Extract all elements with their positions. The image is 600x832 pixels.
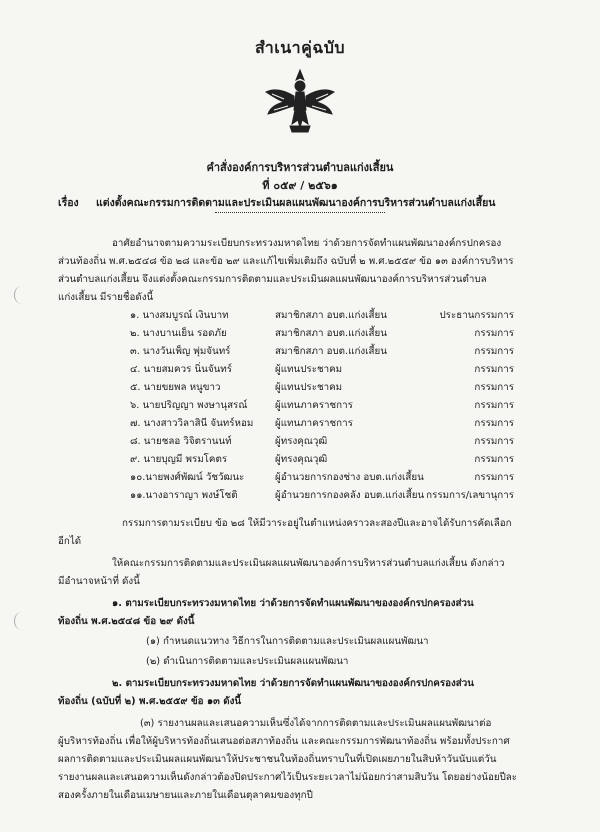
intro-line: อาศัยอำนาจตามความระเบียบกระทรวงมหาดไทย ว่าด้วยการจัดทำแผนพัฒนาองค์กรปกครอง <box>112 238 502 249</box>
member-role: กรรมการ <box>474 382 514 393</box>
intro-line: แก่งเสี้ยน มีรายชื่อดังนี้ <box>58 292 154 303</box>
member-role: กรรมการ <box>474 418 514 429</box>
member-row <box>0 380 600 394</box>
member-row <box>0 308 600 322</box>
member-name: ๖. นายปริญญา พงษานุสรณ์ <box>130 400 248 411</box>
member-role: กรรมการ <box>474 472 514 483</box>
section1-item: (๑) กำหนดแนวทาง วิธีการในการติดตามและประเมินผลแผนพัฒนา <box>146 636 429 647</box>
member-name: ๑๐.นายพงศ์พัฒน์ วัชวัฒนะ <box>130 472 245 483</box>
member-role: กรรมการ <box>474 400 514 411</box>
section1-item: (๒) ดำเนินการติดตามและประเมินผลแผนพัฒนา <box>146 656 349 667</box>
member-row <box>0 452 600 466</box>
section1-heading: ๑. ตามระเบียบกระทรวงมหาดไทย ว่าด้วยการจัดทำแผนพัฒนาขององค์กรปกครองส่วน <box>112 598 474 609</box>
member-row <box>0 416 600 430</box>
member-role: กรรมการ/เลขานุการ <box>426 490 514 501</box>
member-row <box>0 362 600 376</box>
punch-hole-mark <box>14 612 29 630</box>
member-name: ๔. นายสมควร นิ่นจันทร์ <box>130 364 233 375</box>
member-position: ผู้แทนภาคราชการ <box>275 400 353 411</box>
section2-body-line: ผลการติดตามและประเมินผลแผนพัฒนาให้ประชาชนในท้องถิ่นทราบในที่เปิดเผยภายในสิบห้าวันนับแต่วัน <box>58 754 497 765</box>
section2-body-line: รายงานผลและเสนอความเห็นดังกล่าวต้องปิดประกาศไว้เป็นระยะเวลาไม่น้อยกว่าสามสิบวัน โดยอย่างน้อยปีละ <box>58 772 518 783</box>
title-divider <box>215 212 385 213</box>
member-position: สมาชิกสภา อบต.แก่งเสี้ยน <box>275 328 387 339</box>
member-name: ๑. นางสมบูรณ์ เงินบาท <box>130 310 229 321</box>
member-name: ๘. นายชลอ วิจิตรานนท์ <box>130 436 232 447</box>
section1-heading: ท้องถิ่น พ.ศ.๒๕๔๘ ข้อ ๒๙ ดังนี้ <box>58 616 195 627</box>
member-row <box>0 344 600 358</box>
member-position: ผู้แทนประชาคม <box>275 364 343 375</box>
member-role: กรรมการ <box>474 364 514 375</box>
intro-line: ส่วนตำบลแก่งเสี้ยน จึงแต่งตั้งคณะกรรมการติดตามและประเมินผลแผนพัฒนาองค์การบริหารส่วนตำบล <box>58 274 487 285</box>
member-row <box>0 488 600 502</box>
member-role: กรรมการ <box>474 328 514 339</box>
copy-stamp: สำเนาคู่ฉบับ <box>254 38 346 57</box>
member-role: ประธานกรรมการ <box>439 310 514 321</box>
member-row <box>0 434 600 448</box>
term-line: กรรมการตามระเบียบ ข้อ ๒๘ ให้มีวาระอยู่ในตำแหน่งคราวละสองปีและอาจได้รับการคัดเลือก <box>122 518 512 529</box>
punch-hole-mark <box>14 286 29 304</box>
member-name: ๒. นางบานเย็น รอดภัย <box>130 328 227 339</box>
duty-line: ให้คณะกรรมการติดตามและประเมินผลแผนพัฒนาองค์การบริหารส่วนตำบลแก่งเสี้ยน ดังกล่าว <box>112 558 505 569</box>
duty-line: มีอำนาจหน้าที่ ดังนี้ <box>58 576 140 587</box>
member-position: สมาชิกสภา อบต.แก่งเสี้ยน <box>275 310 387 321</box>
section2-heading: ท้องถิ่น (ฉบับที่ ๒) พ.ศ.๒๕๕๙ ข้อ ๑๓ ดังนี้ <box>58 696 242 707</box>
member-role: กรรมการ <box>474 346 514 357</box>
member-role: กรรมการ <box>474 436 514 447</box>
member-name: ๑๑.นางอาราญา พงษ์โชติ <box>130 490 238 501</box>
subject-text: แต่งตั้งคณะกรรมการติดตามและประเมินผลแผนพัฒนาองค์การบริหารส่วนตำบลแก่งเสี้ยน <box>96 197 496 209</box>
section2-heading: ๒. ตามระเบียบกระทรวงมหาดไทย ว่าด้วยการจัดทำแผนพัฒนาขององค์กรปกครองส่วน <box>112 678 474 689</box>
member-row <box>0 398 600 412</box>
member-role: กรรมการ <box>474 454 514 465</box>
member-name: ๙. นายบุญมี พรมโคตร <box>130 454 228 465</box>
member-position: สมาชิกสภา อบต.แก่งเสี้ยน <box>275 346 387 357</box>
member-position: ผู้อำนวยการกองคลัง อบต.แก่งเสี้ยน <box>275 490 425 501</box>
member-position: ผู้ทรงคุณวุฒิ <box>275 436 328 447</box>
term-line: อีกได้ <box>58 536 82 547</box>
member-position: ผู้แทนภาคราชการ <box>275 418 353 429</box>
member-name: ๗. นางสาววิลาสินี จันทร์หอม <box>130 418 254 429</box>
order-number: ที่ ๐๕๙ / ๒๕๖๑ <box>262 179 338 192</box>
member-row <box>0 326 600 340</box>
member-position: ผู้แทนประชาคม <box>275 382 343 393</box>
order-title: คำสั่งองค์การบริหารส่วนตำบลแก่งเสี้ยน <box>206 161 394 174</box>
member-row <box>0 470 600 484</box>
section2-body-line: ผู้บริหารท้องถิ่น เพื่อให้ผู้บริหารท้องถิ่นเสนอต่อสภาท้องถิ่น และคณะกรรมการพัฒนาท้องถิ่น พร้อมทั้งประกาศ <box>58 736 510 747</box>
intro-line: ส่วนท้องถิ่น พ.ศ.๒๕๔๘ ข้อ ๒๘ และข้อ ๒๙ และแก้ไขเพิ่มเติมถึง ฉบับที่ ๒ พ.ศ.๒๕๕๙ ข้อ ๑๓ องค์การบริหาร <box>58 256 514 267</box>
member-name: ๓. นางวันเพ็ญ พุ่มจันทร์ <box>130 346 231 357</box>
member-name: ๕. นายขยพล หนูขาว <box>130 382 221 393</box>
section2-body-line: สองครั้งภายในเดือนเมษายนและภายในเดือนตุลาคมของทุกปี <box>58 790 313 801</box>
member-position: ผู้ทรงคุณวุฒิ <box>275 454 328 465</box>
member-position: ผู้อำนวยการกองช่าง อบต.แก่งเสี้ยน <box>275 472 424 483</box>
subject-label: เรื่อง <box>58 197 79 209</box>
section2-body-line: (๓) รายงานผลและเสนอความเห็นซึ่งได้จากการติดตามและประเมินผลแผนพัฒนาต่อ <box>140 718 492 729</box>
garuda-emblem-icon <box>262 66 338 142</box>
